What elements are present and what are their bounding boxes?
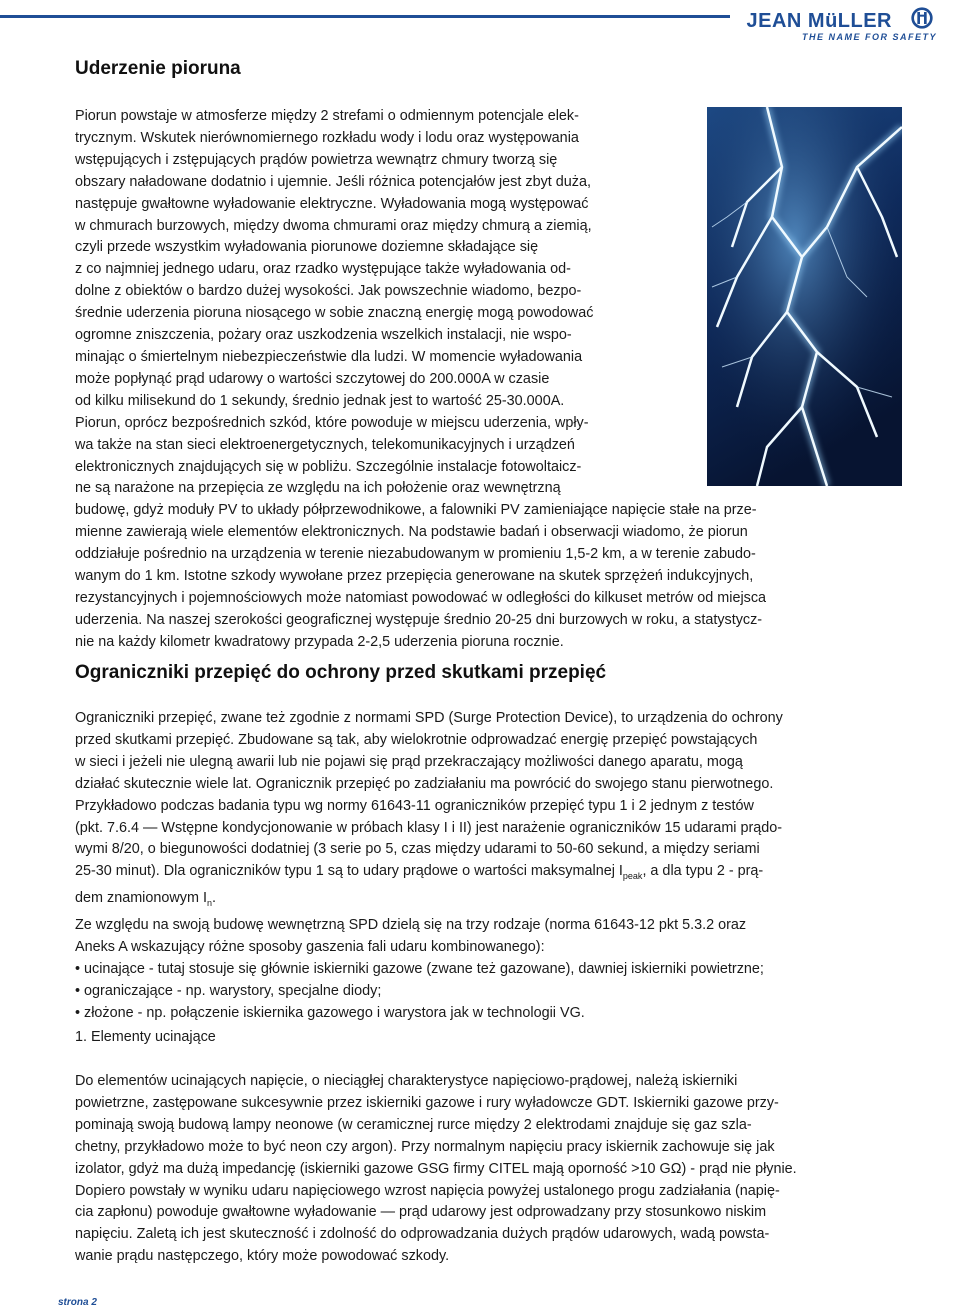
text-line: obszary naładowane dodatnio i ujemnie. Jeśli różnica potencjałów jest zbyt duża, [75, 173, 591, 190]
text-line: Piorun powstaje w atmosferze między 2 strefami o odmiennym potencjale elek- [75, 108, 579, 124]
text-line: wanym do 1 km. Istotne szkody wywołane przez przepięcia generowane na skutek sprzężeń indukcyjnych, [75, 568, 754, 585]
text-line: ogromne zniszczenia, pożary oraz uszkodzenia wszelkich instalacji, nie wspo- [75, 327, 572, 344]
subheading-cutting-elements: 1. Elementy ucinające [75, 1029, 216, 1045]
text-line: chetny, przykładowo może to być neon czy argon). Przy normalnym napięciu pracy iskiernik zachowuje się jak [75, 1138, 775, 1155]
lightning-paragraph [75, 106, 766, 654]
text-line: wa także na stan sieci elektroenergetycznych, telekomunikacyjnych i urządzeń [75, 436, 575, 453]
text-line: izolator, gdyż ma dużą impedancję (iskierniki gazowe GSG firmy CITEL mają oporność >10 GΩ) - prąd nie płynie. [75, 1160, 797, 1177]
text-line: mienne zawierają wiele elementów elektronicznych. Na podstawie badań i obserwacji wiadomo, że piorun [75, 524, 748, 541]
brand-tagline: THE NAME FOR SAFETY [801, 32, 937, 42]
text-line: dolne z obiektów o bardzo dużej wysokości. Jak powszechnie wiadomo, bezpo- [75, 283, 582, 300]
text-line: uderzenia. Na naszej szerokości geograficznej występuje średnio 20-25 dni burzowych w roku, a statystycz- [75, 611, 763, 628]
text-line: może popłynąć prąd udarowy o wartości szczytowej do 200.000A w czasie [75, 370, 550, 387]
text-line: następuje gwałtowne wyładowanie elektryczne. Wyładowania mogą występować [75, 195, 589, 212]
text-line: Do elementów ucinających napięcie, o nieciągłej charakterystyce napięciowo-prądowej, należą iskierniki [75, 1073, 738, 1089]
text-line: Ograniczniki przepięć, zwane też zgodnie z normami SPD (Surge Protection Device), to urządzenia do ochrony [75, 710, 783, 726]
text-line: minając o śmiertelnym niebezpieczeństwie dla ludzi. W momencie wyładowania [75, 348, 583, 365]
text-line: cia zapłonu) powoduje gwałtowne wyładowanie — prąd udarowy jest odprowadzany przy stosunkowo niskim [75, 1204, 767, 1221]
text-line: Ze względu na swoją budowę wewnętrzną SPD dzielą się na trzy rodzaje (norma 61643-12 pkt 5.3.2 oraz [75, 916, 747, 933]
text-line: trycznym. Wskutek nierównomiernego rozkładu wody i lodu oraz występowania [75, 129, 579, 146]
text-line: z co najmniej jednego udaru, oraz rzadko występujące także wyładowania od- [75, 261, 571, 278]
text-line: • ucinające - tutaj stosuje się głównie iskierniki gazowe (zwane też gazowane), dawniej iskierniki powietrzne; [75, 960, 764, 977]
text-line: wstępujących i zstępujących prądów powietrza wewnątrz chmury tworzą się [75, 151, 558, 168]
in-line: dem znamionowym $I_n$. [75, 890, 216, 908]
text-line: Aneks A wskazujący różne sposoby gaszenia fali udaru kombinowanego): [75, 938, 545, 955]
text-line: wymi 8/20, o biegunowości dodatniej (3 serie po 5, czas między udarami to 50-60 sekund, a między seriami [75, 841, 760, 858]
brand-logo [720, 6, 940, 46]
text-line: czyli przede wszystkim wyładowania piorunowe doziemne składające się [75, 239, 539, 256]
text-line: od kilku milisekund do 1 sekundy, średnio jednak jest to wartość 25-30.000A. [75, 392, 565, 409]
brand-name: JEAN MüLLER [746, 10, 892, 32]
text-line: Dopiero powstały w wyniku udaru napięciowego wzrost napięcia powyżej ustalonego progu zadziałania (napię- [75, 1182, 780, 1199]
text-line: ne są narażone na przepięcia ze względu na ich położenie oraz wewnętrzną [75, 480, 561, 497]
text-line: oddziałuje pośrednio na urządzenia w terenie niezabudowanym w promieniu 1,5-2 km, a w terenie zabudo- [75, 546, 756, 563]
text-line: przed skutkami przepięć. Zbudowane są tak, aby wielokrotnie odprowadzać energię przepięć powstających [75, 731, 758, 748]
text-line: napięciu. Zaletą ich jest skuteczność i zdolność do odprowadzania dużych prądów udarowych, wadą powsta- [75, 1226, 770, 1243]
text-line: pominają swoją budową lampy neonowe (w ceramicznej rurce między 2 elektrodami znajduje się gaz szla- [75, 1116, 752, 1133]
text-line: elektronicznych znajdujących się w pobliżu. Szczególnie instalacje fotowoltaicz- [75, 458, 582, 475]
text-line: w sieci i jeżeli nie ulegną awarii lub nie pojawi się prąd przekraczający możliwości danego aparatu, mogą [75, 753, 743, 770]
lightning-photo [707, 107, 902, 486]
cutting-elements-paragraph [75, 1071, 797, 1268]
text-line: w chmurach burzowych, między dwoma chmurami oraz między chmurą a ziemią, [75, 217, 592, 234]
text-line: rezystancyjnych i pojemnościowych może natomiast powodować w odległości do kilkuset metrów od miejsca [75, 589, 767, 606]
surge-paragraph [75, 708, 783, 1024]
text-line: budowę, gdyż moduły PV to układy półprzewodnikowe, a falowniki PV zamieniające napięcie stałe na prze- [75, 502, 757, 519]
text-line: powietrzne, zastępowane sukcesywnie przez iskierniki gazowe i rury wyładowcze GDT. Iskierniki gazowe przy- [75, 1094, 779, 1111]
text-line: Przykładowo podczas badania typu wg normy 61643-11 ograniczników przepięć typu 1 i 2 jednym z testów [75, 797, 754, 814]
text-line: wanie prądu następczego, który może powodować szkody. [75, 1248, 450, 1265]
text-line: Piorun, oprócz bezpośrednich szkód, które powoduje w miejscu uderzenia, wpły- [75, 414, 589, 431]
text-line: • ograniczające - np. warystory, specjalne diody; [75, 982, 382, 999]
peak-line: 25-30 minut). Dla ograniczników typu 1 są to udary prądowe o wartości maksymalnej $I_{peak}$, a dla typu 2 - prą- [75, 863, 764, 882]
section-title-surge-protectors: Ograniczniki przepięć do ochrony przed skutkami przepięć [75, 662, 607, 683]
text-line: średnie uderzenia pioruna niosącego w sobie znaczną energię mogą powodować [75, 305, 594, 322]
text-line: działać skutecznie wiele lat. Ogranicznik przepięć po zadziałaniu ma powrócić do swojego stanu pierwotnego. [75, 775, 774, 792]
jm-circle-logo-icon [904, 6, 940, 30]
text-line: (pkt. 7.6.4 — Wstępne kondycjonowanie w próbach klasy I i II) jest narażenie ograniczników 15 udarami prądo- [75, 819, 783, 836]
header-rule [0, 15, 730, 18]
section-title-lightning: Uderzenie pioruna [75, 58, 241, 79]
page-number: strona 2 [58, 1297, 97, 1308]
text-line: • złożone - np. połączenie iskiernika gazowego i warystora jak w technologii VG. [75, 1004, 585, 1021]
text-line: nie na każdy kilometr kwadratowy przypada 2-2,5 uderzenia pioruna rocznie. [75, 633, 564, 650]
